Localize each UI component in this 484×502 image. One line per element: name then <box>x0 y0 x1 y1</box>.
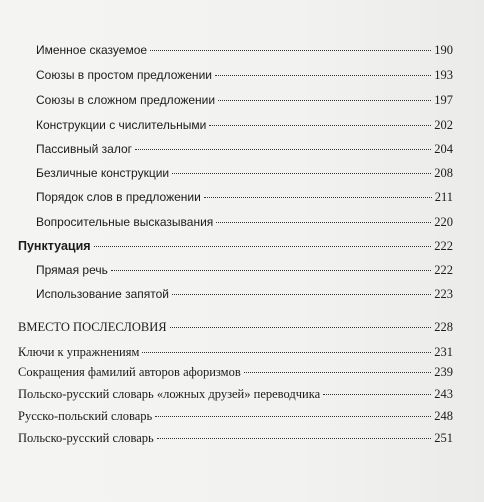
toc-entry-label: Именное сказуемое <box>36 43 148 57</box>
toc-entry <box>36 90 453 110</box>
leader-dots <box>244 372 432 373</box>
toc-entry-label: Ключи к упражнениям <box>18 345 140 359</box>
toc-entry-page: 208 <box>434 166 453 180</box>
leader-dots <box>172 294 431 295</box>
toc-top-entry <box>18 342 453 362</box>
toc-entry <box>36 65 453 85</box>
toc-entry-label: Использование запятой <box>36 287 169 301</box>
toc-entry-page: 204 <box>434 142 453 156</box>
toc-top-entry <box>18 384 453 404</box>
toc-entry-page: 243 <box>434 387 453 401</box>
toc-entry-page: 197 <box>434 93 453 107</box>
toc-entry-label: Пассивный залог <box>36 142 133 156</box>
toc-entry-page: 190 <box>434 43 453 57</box>
toc-entry <box>36 40 453 60</box>
toc-top-entry <box>18 428 453 448</box>
toc-entry-label: Союзы в сложном предложении <box>36 93 216 107</box>
leader-dots <box>170 327 432 328</box>
toc-entry-page: 248 <box>434 409 453 423</box>
toc-entry <box>36 139 453 159</box>
toc-entry-label: Пунктуация <box>18 239 91 253</box>
toc-entry-label: Союзы в простом предложении <box>36 68 212 82</box>
toc-entry <box>36 212 453 232</box>
toc-entry-page: 251 <box>434 431 453 445</box>
toc-entry-page: 220 <box>434 215 453 229</box>
toc-entry <box>36 163 453 183</box>
toc-entry-label: Польско-русский словарь <box>18 431 154 445</box>
toc-entry-label: Порядок слов в предложении <box>36 190 201 204</box>
toc-entry-label: Сокращения фамилий авторов афоризмов <box>18 365 241 379</box>
toc-entry <box>36 284 453 304</box>
toc-entry-label: Конструкции с числительными <box>36 118 207 132</box>
leader-dots <box>111 270 431 271</box>
leader-dots <box>150 50 431 51</box>
toc-entry-label: Безличные конструкции <box>36 166 170 180</box>
toc-entry-page: 222 <box>434 239 453 253</box>
toc-section-entry <box>18 236 453 256</box>
toc-entry-label: Польско-русский словарь «ложных друзей» переводчика <box>18 387 321 401</box>
leader-dots <box>172 173 431 174</box>
leader-dots <box>218 100 431 101</box>
leader-dots <box>94 246 432 247</box>
toc-entry-label: Вопросительные высказывания <box>36 215 214 229</box>
leader-dots <box>323 394 431 395</box>
toc-entry-page: 211 <box>434 190 453 204</box>
toc-entry <box>36 187 453 207</box>
leader-dots <box>204 197 432 198</box>
leader-dots <box>209 125 431 126</box>
toc-entry-page: 231 <box>434 345 453 359</box>
leader-dots <box>155 416 431 417</box>
toc-entry-page: 228 <box>434 320 453 334</box>
toc-entry-label: Русско-польский словарь <box>18 409 153 423</box>
leader-dots <box>157 438 432 439</box>
toc-entry-page: 223 <box>434 287 453 301</box>
toc-entry-page: 222 <box>434 263 453 277</box>
toc-top-entry <box>18 317 453 337</box>
leader-dots <box>142 352 431 353</box>
toc-entry <box>36 260 453 280</box>
toc-top-entry <box>18 362 453 382</box>
leader-dots <box>215 75 431 76</box>
toc-entry-page: 193 <box>434 68 453 82</box>
leader-dots <box>216 222 431 223</box>
leader-dots <box>135 149 431 150</box>
toc-entry-label: Прямая речь <box>36 263 108 277</box>
toc-entry-label: ВМЕСТО ПОСЛЕСЛОВИЯ <box>18 320 167 334</box>
toc-entry-page: 202 <box>434 118 453 132</box>
toc-entry-page: 239 <box>434 365 453 379</box>
toc-top-entry <box>18 406 453 426</box>
toc-entry <box>36 115 453 135</box>
